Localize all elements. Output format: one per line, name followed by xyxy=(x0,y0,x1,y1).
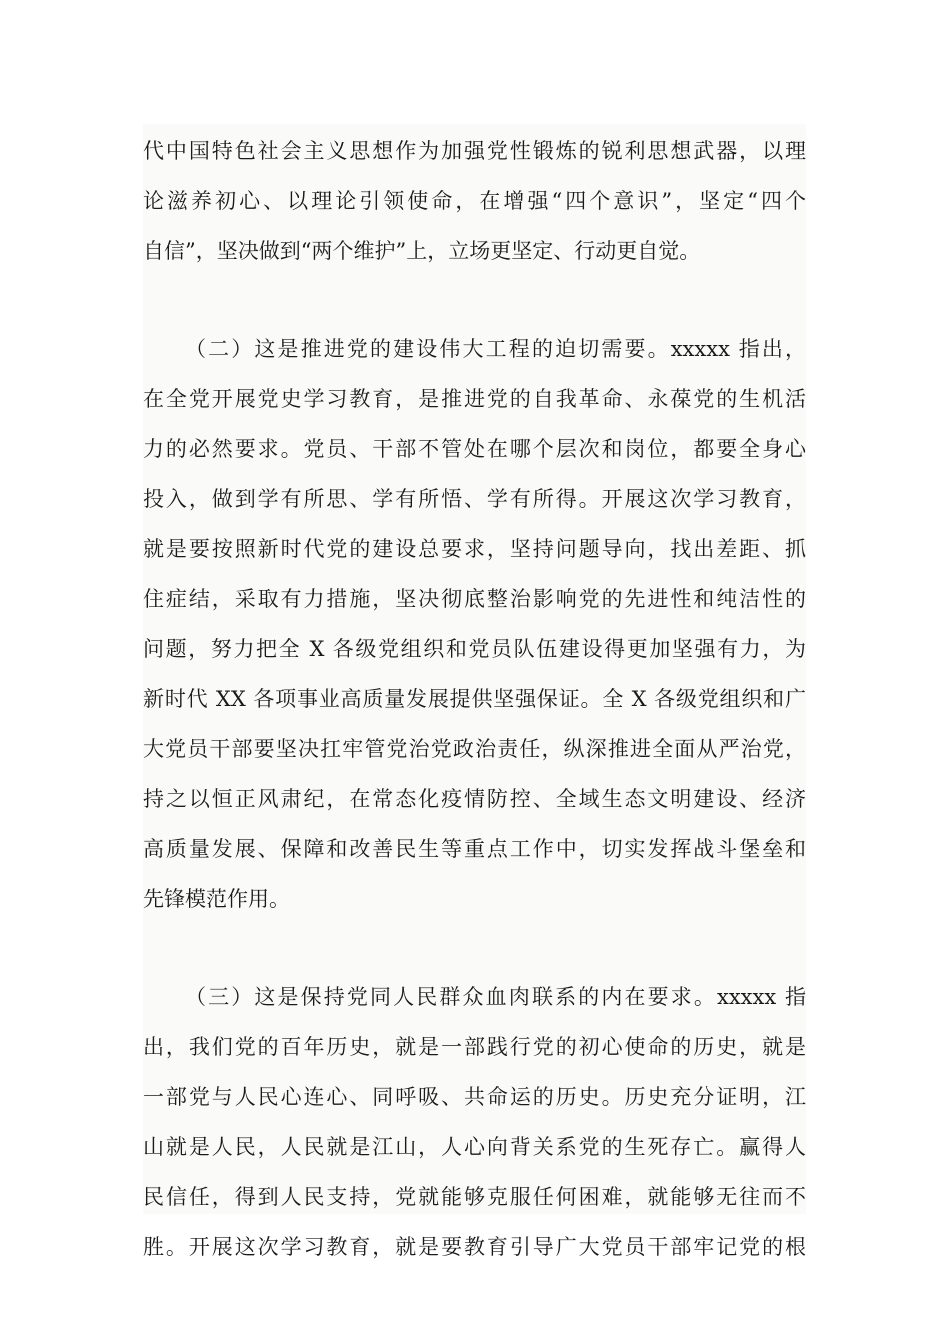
text-line: 胜。开展这次学习教育，就是要教育引导广大党员干部牢记党的根 xyxy=(143,1235,806,1259)
text-line: 一部党与人民心连心、同呼吸、共命运的历史。历史充分证明，江 xyxy=(143,1085,806,1109)
text-line: 就是要按照新时代党的建设总要求，坚持问题导向，找出差距、抓 xyxy=(143,537,806,561)
text-line: （三）这是保持党同人民群众血肉联系的内在要求。xxxxx 指 xyxy=(185,985,806,1009)
paragraph-gap xyxy=(143,924,806,972)
text-line: 民信任，得到人民支持，党就能够克服任何困难，就能够无往而不 xyxy=(143,1185,806,1209)
text-line: 高质量发展、保障和改善民生等重点工作中，切实发挥战斗堡垒和 xyxy=(143,837,806,861)
paragraph-section-3 xyxy=(143,972,806,1272)
text-line: 住症结，采取有力措施，坚决彻底整治影响党的先进性和纯洁性的 xyxy=(143,587,806,611)
text-line: 投入，做到学有所思、学有所悟、学有所得。开展这次学习教育， xyxy=(143,487,806,511)
text-line: 在全党开展党史学习教育，是推进党的自我革命、永葆党的生机活 xyxy=(143,387,806,411)
text-line: 自信”，坚决做到“两个维护”上，立场更坚定、行动更自觉。 xyxy=(143,239,701,263)
paragraph-section-2 xyxy=(143,324,806,924)
paragraph-continuation xyxy=(143,126,806,276)
text-line: 代中国特色社会主义思想作为加强党性锻炼的锐利思想武器，以理 xyxy=(143,139,806,163)
paragraph-gap xyxy=(143,276,806,324)
text-line: 问题，努力把全 X 各级党组织和党员队伍建设得更加坚强有力，为 xyxy=(143,637,806,661)
text-line: 持之以恒正风肃纪，在常态化疫情防控、全域生态文明建设、经济 xyxy=(143,787,806,811)
text-line: 出，我们党的百年历史，就是一部践行党的初心使命的历史，就是 xyxy=(143,1035,806,1059)
text-line: 山就是人民，人民就是江山，人心向背关系党的生死存亡。赢得人 xyxy=(143,1135,806,1159)
text-line: 先锋模范作用。 xyxy=(143,887,290,911)
text-line: 论滋养初心、以理论引领使命，在增强“四个意识”，坚定“四个 xyxy=(143,189,806,213)
document-page xyxy=(143,124,806,1259)
text-line: 大党员干部要坚决扛牢管党治党政治责任，纵深推进全面从严治党， xyxy=(143,737,806,761)
text-line: 力的必然要求。党员、干部不管处在哪个层次和岗位，都要全身心 xyxy=(143,437,806,461)
text-line: （二）这是推进党的建设伟大工程的迫切需要。xxxxx 指出， xyxy=(185,337,806,361)
text-line: 新时代 XX 各项事业高质量发展提供坚强保证。全 X 各级党组织和广 xyxy=(143,687,806,711)
